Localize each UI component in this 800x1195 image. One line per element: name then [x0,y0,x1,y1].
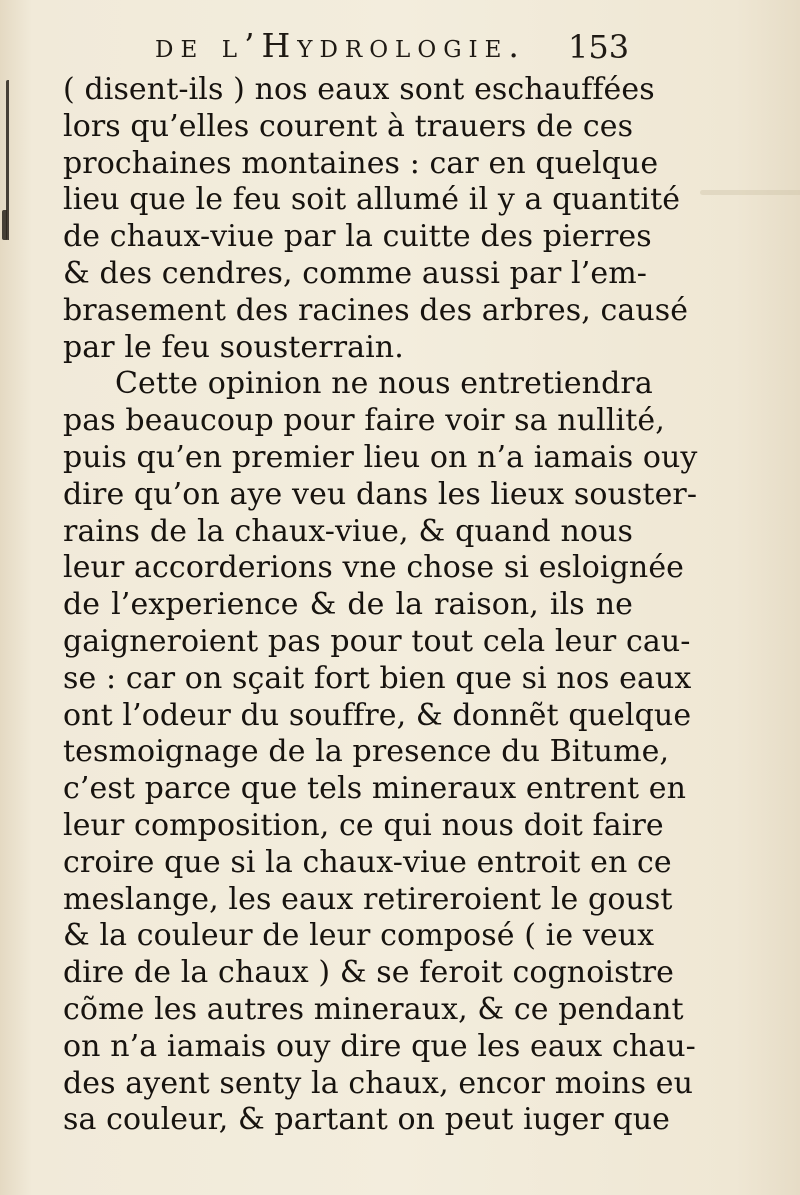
text-line: leur accorderions vne chose si esloignée [63,550,685,586]
body-text [63,72,698,1139]
text-line: Cette opinion ne nous entretiendra [115,366,653,402]
page-header [0,22,800,68]
text-line: meslange, les eaux retireroient le goust [63,881,673,917]
text-line: ont l’odeur du souffre, & donnẽt quelque [63,697,692,733]
text-line: & des cendres, comme aussi par l’em- [63,255,647,291]
gutter-binding-mark-lower [2,210,13,240]
text-line: on n’a iamais ouy dire que les eaux chau- [63,1028,696,1064]
text-line: dire qu’on aye veu dans les lieux souster- [63,476,698,512]
text-line: gaigneroient pas pour tout cela leur cau- [63,623,691,659]
text-line: dire de la chaux ) & se feroit cognoistre [63,955,675,991]
text-line: lieu que le feu soit allumé il y a quantité [63,182,681,218]
text-line: de l’experience & de la raison, ils ne [63,587,633,623]
text-line: & la couleur de leur composé ( ie veux [63,918,655,954]
text-line: rains de la chaux-viue, & quand nous [63,513,633,549]
text-line: de chaux-viue par la cuitte des pierres [63,219,652,255]
text-line: par le feu sousterrain. [63,329,404,365]
text-line: puis qu’en premier lieu on n’a iamais ouy [63,439,698,475]
text-line: tesmoignage de la presence du Bitume, [63,734,670,770]
text-line: des ayent senty la chaux, encor moins eu [63,1065,693,1101]
text-line: brasement des racines des arbres, causé [63,292,689,328]
text-line: sa couleur, & partant on peut iuger que [63,1102,671,1138]
text-line: ( disent-ils ) nos eaux sont eschauffées [63,72,655,107]
text-line: croire que si la chaux-viue entroit en ce [63,844,672,880]
text-line: pas beaucoup pour faire voir sa nullité, [63,403,665,439]
text-line: lors qu’elles courent à trauers de ces [63,108,634,144]
text-line: leur composition, ce qui nous doit faire [63,807,664,843]
paper-stain [700,190,800,195]
text-line: c’est parce que tels mineraux entrent en [63,771,687,807]
running-title: de l’Hydrologie. [155,26,526,65]
text-line: prochaines montaines : car en quelque [63,145,659,181]
paragraph [63,72,689,366]
page-number: 153 [568,28,630,66]
paragraph [63,366,698,1139]
text-line: cõme les autres mineraux, & ce pendant [63,991,684,1027]
text-line: se : car on sçait fort bien que si nos eaux [63,660,692,696]
